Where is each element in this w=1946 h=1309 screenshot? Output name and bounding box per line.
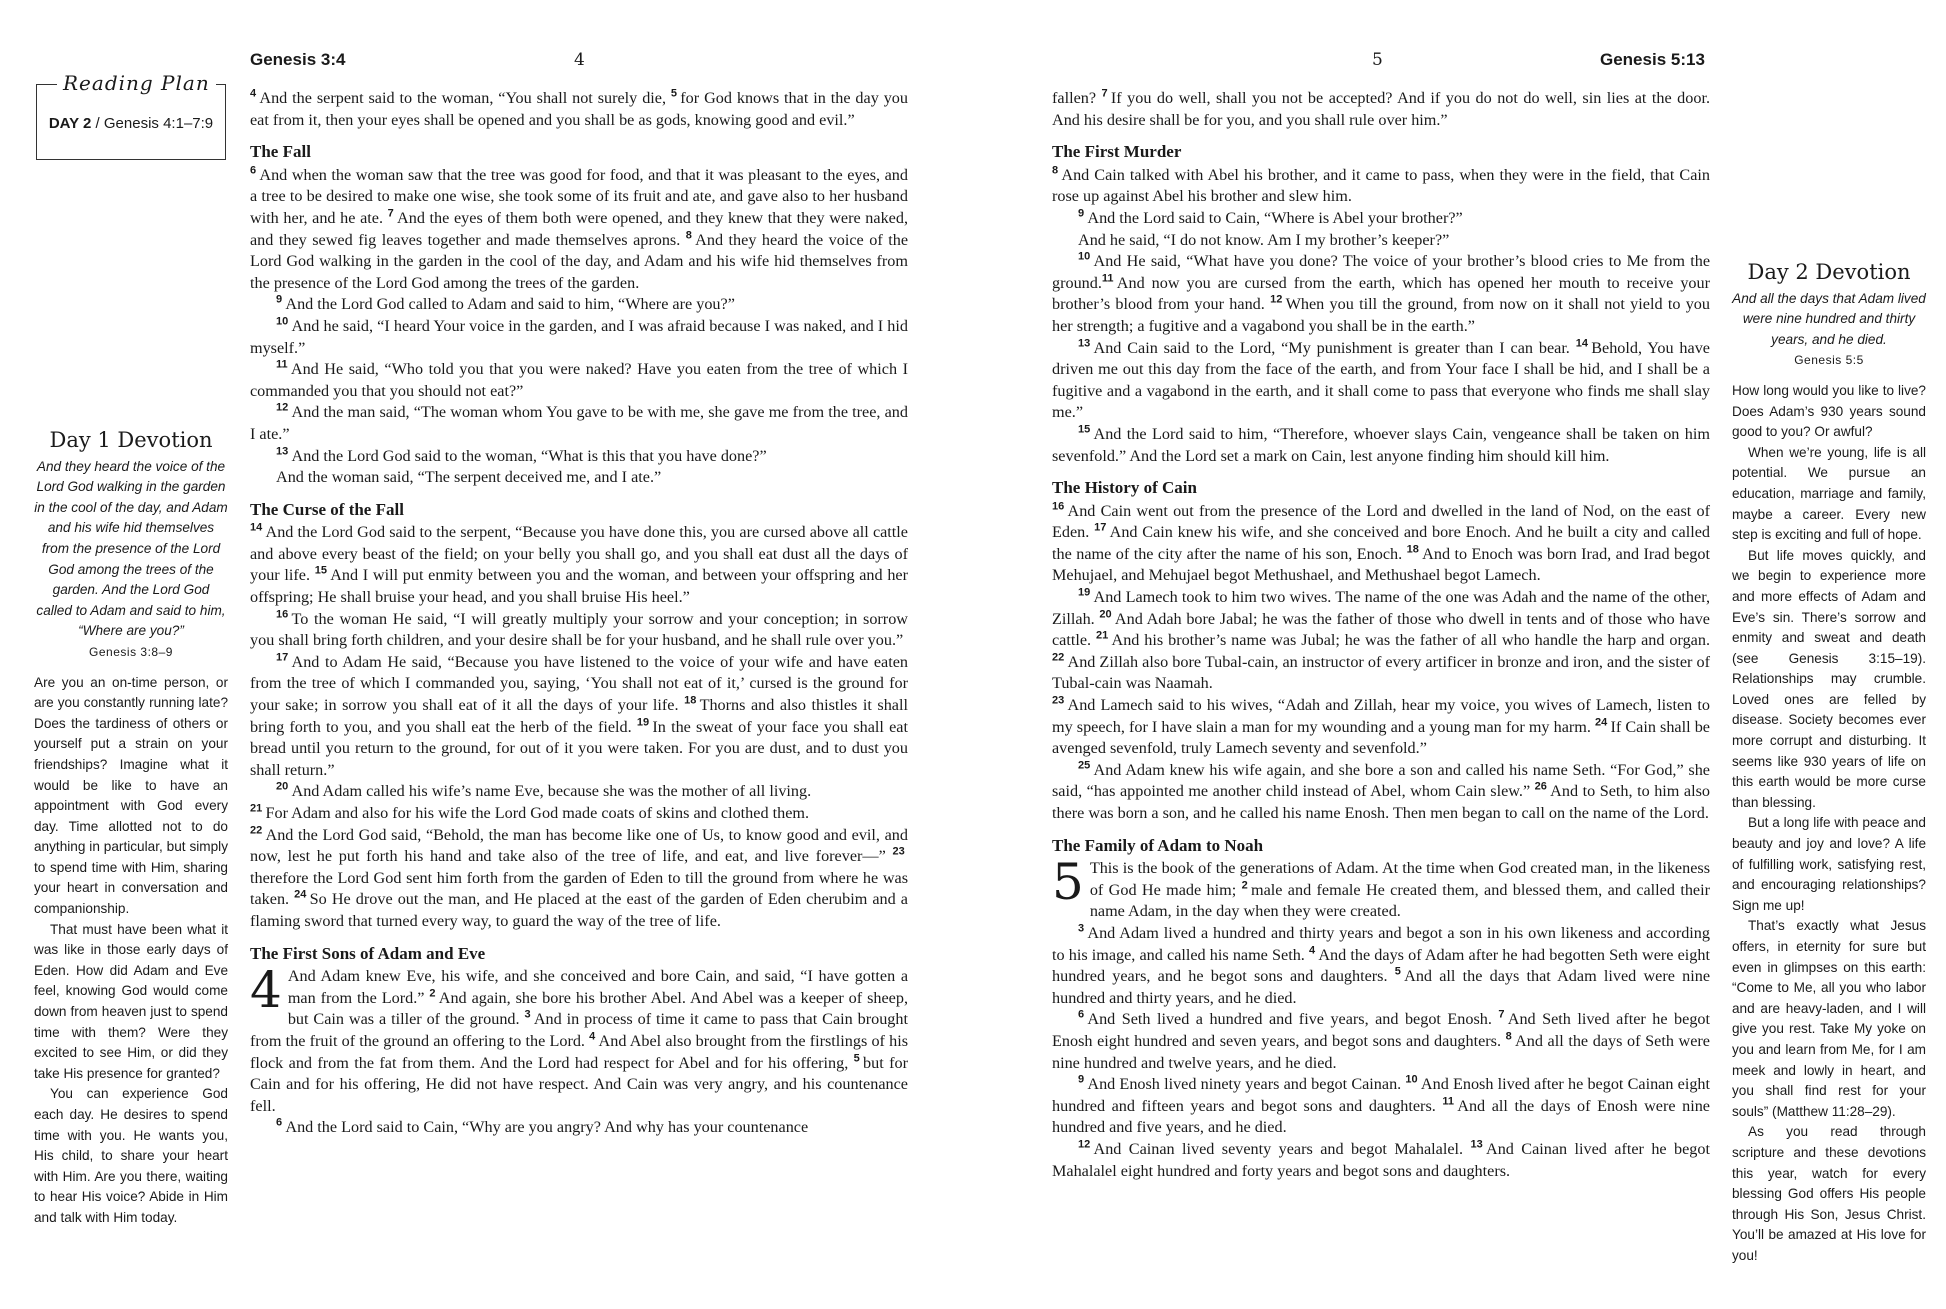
reading-plan-passage: / Genesis 4:1–7:9 <box>91 115 214 132</box>
verse-number: 16 <box>276 608 289 621</box>
devotion-paragraph: That must have been what it was like in those early days of Eden. How did Adam and Eve feel, knowing God would come down from heaven just to spend time with them? Were they excited to see Him, or did they take His presence for granted? <box>34 921 228 1081</box>
verse-number: 17 <box>1094 521 1107 534</box>
verse-number: 10 <box>1405 1073 1418 1086</box>
verse-text: And now you are cursed from the earth, which has opened her mouth to receive your brother’s blood from your hand. <box>1052 273 1710 314</box>
verse-text: To the woman He said, “I will greatly multiply your sorrow and your conception; in sorrow you shall bring forth children, and your desire shall be for your husband, and he shall rule over you.” <box>250 609 908 650</box>
verse-number: 4 <box>1308 944 1316 957</box>
verse-number: 24 <box>1595 716 1608 729</box>
chapter-paragraph <box>250 961 909 1117</box>
verse-text: So He drove out the man, and He placed at the east of the garden of Eden cherubim and a flaming sword that turned every way, to guard the way of the tree of life. <box>250 890 908 930</box>
verse-paragraph <box>1052 208 1710 230</box>
verse-paragraph <box>1052 1009 1710 1074</box>
verse-text: And all the days that Adam lived were nine hundred and thirty years, and he died. <box>1052 967 1710 1007</box>
verse-text: And the Lord said to Cain, “Where is Abel your brother?” <box>1087 208 1463 227</box>
verse-number: 7 <box>1101 87 1108 100</box>
verse-text: When you till the ground, from now on it shall not yield to you her strength; a fugitive and a vagabond you shall be in the earth.” <box>1052 295 1710 335</box>
verse-paragraph <box>1052 760 1710 825</box>
verse-number: 18 <box>684 694 697 707</box>
verse-text: And Enosh lived after he begot Cainan eight hundred and fifteen years and begot sons and daughters. <box>1052 1075 1711 1115</box>
verse-number: 20 <box>276 781 289 794</box>
verse-text: for God knows that in the day you eat from it, then your eyes shall be opened and you shall be as gods, knowing good and evil.” <box>250 89 908 129</box>
verse-paragraph <box>250 803 908 825</box>
verse-number: 7 <box>1498 1008 1505 1021</box>
verse-text: And Cainan lived after he begot Mahalalel eight hundred and forty years and begot sons and daughters. <box>1052 1139 1710 1180</box>
verse-text: And his brother’s name was Jubal; he was the father of all who handle the harp and organ. <box>1111 631 1710 650</box>
reading-plan-box <box>36 71 226 160</box>
verse-number: 24 <box>294 888 307 901</box>
verse-number: 12 <box>1078 1138 1091 1151</box>
verse-number: 10 <box>276 315 289 328</box>
verse-text: And Seth lived a hundred and five years, and begot Enosh. <box>1087 1010 1499 1029</box>
verse-paragraph <box>250 359 908 402</box>
verse-number: 8 <box>1505 1030 1512 1043</box>
verse-paragraph <box>250 294 908 316</box>
verse-text: And when the woman saw that the tree was good for food, and that it was pleasant to the eyes, and a tree to be desired to make one wise, she took some of its fruit and ate, and gave also to her husband with her, and he ate. <box>250 165 908 227</box>
section-heading: The Fall <box>250 142 311 162</box>
section-heading: The First Sons of Adam and Eve <box>250 943 486 963</box>
verse-number: 9 <box>1078 1073 1085 1086</box>
verse-number: 16 <box>1052 500 1065 513</box>
verse-number: 10 <box>1078 250 1091 263</box>
verse-number: 13 <box>276 445 289 458</box>
verse-number: 8 <box>1052 164 1059 177</box>
verse-paragraph <box>1052 424 1710 467</box>
verse-paragraph <box>250 825 908 933</box>
verse-text: And Lamech said to his wives, “Adah and Zillah, hear my voice, you wives of Lamech, listen to my speech, for I have slain a man for my wounding and a young man for my harm. <box>1052 696 1710 736</box>
section-heading: The First Murder <box>1052 142 1182 162</box>
verse-text: And again, she bore his brother Abel. And Abel was a keeper of sheep, but Cain was a tiller of the ground. <box>287 988 908 1029</box>
verse-number: 12 <box>276 401 289 414</box>
verse-number: 19 <box>636 716 650 729</box>
verse-number: 14 <box>1575 337 1588 350</box>
verse-text: In the sweat of your face you shall eat bread until you return to the ground, for out of it you were taken. For you are dust, and to dust you shall return.” <box>250 717 908 779</box>
devotion-paragraph: As you read through scripture and these devotions this year, watch for every blessing God offers His people through His Son, Jesus Christ. You’ll be amazed at His love for you! <box>1732 1124 1926 1263</box>
verse-paragraph <box>250 1117 908 1139</box>
verse-text: And Cainan lived seventy years and begot Mahalalel. <box>1093 1139 1471 1158</box>
day1-quote: And they heard the voice of the Lord God walking in the garden in the cool of the day, and Adam and his wife hid themselves from the presence of the Lord God among the trees of the garden. And the Lord God called to Adam and said to him, “Where are you?” <box>34 458 228 639</box>
verse-paragraph <box>1052 251 1710 337</box>
verse-text: And Adam knew his wife again, and she bore a son and called his name Seth. “For God,” she said, “has appointed me another child instead of Abel, whom Cain slew.” <box>1052 760 1710 801</box>
verse-number: 5 <box>853 1052 860 1065</box>
verse-paragraph <box>1052 923 1710 1009</box>
verse-text: And Seth lived after he begot Enosh eight hundred and seven years, and begot sons and daughters. <box>1052 1010 1711 1050</box>
verse-text: And the days of Adam after he had begotten Seth were eight hundred years, and he begot sons and daughters. <box>1052 945 1710 986</box>
verse-run <box>1090 859 1710 920</box>
verse-text: And the Lord God called to Adam and said to him, “Where are you?” <box>285 295 735 314</box>
day2-devotion <box>1732 262 1926 1267</box>
verse-number: 4 <box>250 87 257 100</box>
left-scripture-column <box>250 88 908 1139</box>
verse-paragraph <box>250 522 908 608</box>
verse-text: And he said, “I heard Your voice in the garden, and I was afraid because I was naked, and I hid myself.” <box>250 316 908 357</box>
verse-text: And in process of time it came to pass that Cain brought from the fruit of the ground an offering to the Lord. <box>250 1010 908 1050</box>
verse-number: 23 <box>892 845 905 858</box>
verse-text: And the eyes of them both were opened, and they knew that they were naked, and they sewed fig leaves together and made themselves aprons. <box>250 208 908 249</box>
day1-paragraphs <box>34 673 228 1229</box>
day1-reference: Genesis 3:8–9 <box>89 644 173 659</box>
verse-text: If you do well, shall you not be accepted? And if you do not do well, sin lies at the door. And his desire shall be for you, and you shall rule over him.” <box>1052 89 1710 129</box>
verse-text: And Cain knew his wife, and she conceived and bore Enoch. And he built a city and called the name of the city after the name of his son, Enoch. <box>1052 523 1711 563</box>
verse-paragraph <box>1052 501 1710 587</box>
verse-number: 15 <box>314 565 327 578</box>
verse-text: And the serpent said to the woman, “You shall not surely die, <box>259 89 671 107</box>
verse-number: 13 <box>1078 337 1091 350</box>
reading-plan-day: DAY 2 <box>48 115 92 132</box>
verse-text: Thorns and also thistles it shall bring forth to you, and you shall eat the herb of the field. <box>250 696 908 736</box>
verse-text: And the Lord God said to the woman, “What is this that you have done?” <box>291 446 767 465</box>
verse-number: 12 <box>1270 293 1283 306</box>
verse-number: 11 <box>1442 1095 1455 1108</box>
verse-number: 23 <box>1052 694 1065 707</box>
verse-number: 2 <box>1241 879 1248 892</box>
verse-text: And Adam knew Eve, his wife, and she conceived and bore Cain, and said, “I have gotten a man from the Lord.” <box>287 967 908 1007</box>
verse-text: male and female He created them, and blessed them, and called their name Adam, in the day when they were created. <box>1089 880 1710 921</box>
verse-number: 5 <box>670 87 678 100</box>
verse-number: 6 <box>250 164 257 177</box>
chapter-number: 5 <box>1052 853 1084 912</box>
reading-plan-title: Reading Plan <box>57 71 216 95</box>
day1-heading: Day 1 Devotion <box>49 428 213 452</box>
verse-number: 6 <box>276 1116 283 1129</box>
section-heading: The History of Cain <box>1052 478 1197 498</box>
verse-number: 11 <box>276 358 288 371</box>
devotion-paragraph: Are you an on-time person, or are you constantly running late? Does the tardiness of others or yourself put a strain on your friendships? Imagine what it would be like to have an appointment with God every day. Time allotted not to do anything in particular, but simply to spend time with Him, sharing your heart in conversation and companionship. <box>34 674 228 917</box>
verse-number: 14 <box>250 521 263 534</box>
verse-text: Behold, You have driven me out this day from the face of the earth, and from Your face I shall be hid, and I shall be a fugitive and a vagabond in the earth, and it shall come to pass that everyone who finds me shall slay me.” <box>1052 338 1710 422</box>
reading-plan-body <box>37 115 225 132</box>
verse-paragraph <box>250 316 908 359</box>
verse-number: 6 <box>1078 1008 1085 1021</box>
left-page-number: 4 <box>574 50 585 70</box>
verse-text: And the Lord said to him, “Therefore, whoever slays Cain, vengeance shall be taken on him sevenfold.” And the Lord set a mark on Cain, lest anyone finding him should kill him. <box>1052 424 1710 465</box>
day2-quote: And all the days that Adam lived were nine hundred and thirty years, and he died. <box>1732 290 1926 347</box>
verse-paragraph <box>1052 1074 1710 1139</box>
verse-number: 11 <box>1101 272 1114 285</box>
verse-number: 5 <box>1394 965 1401 978</box>
verse-text: fallen? <box>1052 89 1102 107</box>
verse-number: 15 <box>1078 423 1091 436</box>
day2-heading: Day 2 Devotion <box>1747 260 1911 284</box>
verse-paragraph <box>1052 165 1710 208</box>
verse-run <box>250 961 909 1115</box>
verse-text: And He said, “What have you done? The voice of your brother’s blood cries to Me from the ground. <box>1052 252 1710 292</box>
verse-paragraph <box>250 165 908 295</box>
verse-number: 8 <box>685 229 692 242</box>
verse-text: therefore the Lord God sent him forth from the garden of Eden to till the ground from where he was taken. <box>250 868 908 909</box>
verse-text: And Adam lived a hundred and thirty years and begot a son in his own likeness and according to his image, and called his name Seth. <box>1052 923 1710 964</box>
verse-text: This is the book of the generations of Adam. At the time when God created man, in the likeness of God He made him; <box>1089 859 1710 899</box>
right-running-head: Genesis 5:13 <box>1600 50 1705 69</box>
verse-number: 20 <box>1099 608 1112 621</box>
devotion-paragraph: That’s exactly what Jesus offers, in eternity for sure but even in glimpses on this earth: “Come to Me, all you who labor and are heavy-laden, and I will give you rest. Take My yoke on you and learn from Me, for I am meek and lowly in heart, and you shall find rest for your souls” (Matthew 11:28–29). <box>1732 918 1926 1119</box>
verse-paragraph <box>1052 338 1710 424</box>
left-running-head: Genesis 3:4 <box>250 50 346 69</box>
chapter-paragraph <box>1052 853 1710 923</box>
section-heading: The Family of Adam to Noah <box>1052 835 1264 855</box>
verse-text: but for Cain and for his offering, He did not have respect. And Cain was very angry, and his countenance fell. <box>250 1053 908 1115</box>
verse-text: And to Enoch was born Irad, and Irad begot Mehujael, and Mehujael begot Methushael, and Methushael begot Lamech. <box>1052 544 1710 585</box>
verse-paragraph <box>1052 88 1710 131</box>
devotion-paragraph: When we’re young, life is all potential. We pursue an education, marriage and family, maybe a career. Every new step is exciting and full of hope. <box>1732 444 1926 543</box>
verse-paragraph <box>250 402 908 445</box>
devotion-paragraph: How long would you like to live? Does Adam’s 930 years sound good to you? Or awful? <box>1732 382 1926 440</box>
verse-text: And Cain talked with Abel his brother, and it came to pass, when they were in the field, that Cain rose up against Abel his brother and slew him. <box>1052 165 1710 206</box>
verse-text: And Cain said to the Lord, “My punishment is greater than I can bear. <box>1093 338 1576 357</box>
verse-paragraph <box>250 652 908 782</box>
verse-text: And the man said, “The woman whom You gave to be with me, she gave me from the tree, and I ate.” <box>250 403 908 443</box>
verse-number: 9 <box>276 293 283 306</box>
verse-number: 22 <box>250 824 263 837</box>
verse-number: 19 <box>1078 586 1091 599</box>
verse-number: 22 <box>1052 651 1065 664</box>
verse-number: 7 <box>387 207 394 220</box>
verse-number: 3 <box>1078 922 1085 935</box>
verse-number: 21 <box>250 802 263 815</box>
verse-text: And to Seth, to him also there was born a son, and he called his name Enosh. Then men began to call on the name of the Lord. <box>1052 782 1710 822</box>
right-scripture-column <box>1052 88 1710 1182</box>
chapter-number: 4 <box>250 961 282 1020</box>
verse-paragraph <box>250 781 908 803</box>
devotion-paragraph: But life moves quickly, and we begin to experience more and more effects of Adam and Eve’s sin. There’s sorrow and enmity and sweat and death (see Genesis 3:15–19). Relationships may crumble. Loved ones are felled by disease. Society becomes ever more corrupt and disturbing. It seems like 930 years of life on this earth would be more curse than blessing. <box>1732 547 1926 810</box>
verse-paragraph <box>250 446 908 468</box>
verse-number: 25 <box>1078 759 1091 772</box>
verse-number: 4 <box>589 1030 596 1043</box>
verse-text: And the Lord said to Cain, “Why are you angry? And why has your countenance <box>285 1118 809 1137</box>
verse-text: And Enosh lived ninety years and begot Cainan. <box>1087 1075 1406 1094</box>
verse-text: And they heard the voice of the Lord God walking in the garden in the cool of the day, and Adam and his wife hid themselves from the presence of the Lord God among the trees of the garden. <box>250 230 908 292</box>
verse-text: And all the days of Enosh were nine hundred and five years, and he died. <box>1052 1096 1710 1137</box>
verse-text: And Adam called his wife’s name Eve, because she was the mother of all living. <box>291 782 812 801</box>
verse-text: And Lamech took to him two wives. The name of the one was Adah and the name of the other, Zillah. <box>1052 588 1710 628</box>
verse-number: 21 <box>1096 629 1109 642</box>
verse-text: And Adah bore Jabal; he was the father of those who dwell in tents and of those who have cattle. <box>1052 609 1710 650</box>
verse-number: 2 <box>429 987 436 1000</box>
devotion-paragraph: You can experience God each day. He desires to spend time with you. He wants you, His child, to share your heart with Him. Are you there, waiting to hear His voice? Abide in Him and talk with Him today. <box>34 1086 228 1225</box>
verse-number: 17 <box>276 651 289 664</box>
verse-paragraph: And he said, “I do not know. Am I my brother’s keeper?” <box>1078 230 1450 249</box>
verse-number: 9 <box>1078 207 1085 220</box>
verse-paragraph <box>1052 1139 1710 1182</box>
verse-text: For Adam and also for his wife the Lord God made coats of skins and clothed them. <box>265 804 810 822</box>
verse-text: And I will put enmity between you and the woman, and between your offspring and her offspring; He shall bruise your head, and you shall bruise His heel.” <box>250 566 908 607</box>
verse-text: And the Lord God said to the serpent, “Because you have done this, you are cursed above all cattle and above every beast of the field; on your belly you shall go, and you shall eat dust all the days of your life. <box>250 523 908 585</box>
verse-text: And He said, “Who told you that you were naked? Have you eaten from the tree of which I commanded you that you should not eat?” <box>250 360 908 400</box>
day2-paragraphs <box>1732 381 1926 1267</box>
section-heading: The Curse of the Fall <box>250 499 404 519</box>
right-page-number: 5 <box>1372 50 1383 70</box>
devotion-paragraph: But a long life with peace and beauty and joy and love? A life of fulfilling work, satisfying rest, and encouraging relationships? Sign me up! <box>1732 815 1926 913</box>
verse-text: And Cain went out from the presence of the Lord and dwelled in the land of Nod, on the east of Eden. <box>1052 501 1710 542</box>
verse-paragraph <box>250 88 908 131</box>
verse-text: And the Lord God said, “Behold, the man has become like one of Us, to know good and evil, and now, lest he put forth his hand and take also of the tree of life, and eat, and live forever—” <box>250 825 908 866</box>
verse-text: And to Adam He said, “Because you have listened to the voice of your wife and have eaten from the tree of which I commanded you, saying, ‘You shall not eat of it,’ cursed is the ground for your sake; in sorrow you shall eat of it all the days of your life. <box>250 652 908 715</box>
verse-text: And all the days of Seth were nine hundred and twelve years, and he died. <box>1052 1031 1710 1072</box>
verse-text: And Zillah also bore Tubal-cain, an instructor of every artificer in bronze and iron, and the sister of Tubal-cain was Naamah. <box>1052 652 1710 693</box>
verse-number: 26 <box>1534 781 1547 794</box>
verse-number: 13 <box>1470 1138 1483 1151</box>
verse-paragraph: And the woman said, “The serpent deceived me, and I ate.” <box>276 468 662 487</box>
verse-paragraph <box>250 609 908 652</box>
verse-paragraph <box>1052 695 1710 760</box>
verse-paragraph <box>1052 587 1710 695</box>
day2-reference: Genesis 5:5 <box>1794 353 1864 368</box>
verse-text: And Abel also brought from the firstlings of his flock and from the fat from them. And the Lord had respect for Abel and for his offering, <box>250 1031 909 1072</box>
verse-number: 18 <box>1406 543 1419 556</box>
day1-devotion <box>34 430 228 1229</box>
verse-number: 3 <box>524 1008 531 1021</box>
verse-text: If Cain shall be avenged sevenfold, truly Lamech seventy and sevenfold.” <box>1052 717 1710 758</box>
